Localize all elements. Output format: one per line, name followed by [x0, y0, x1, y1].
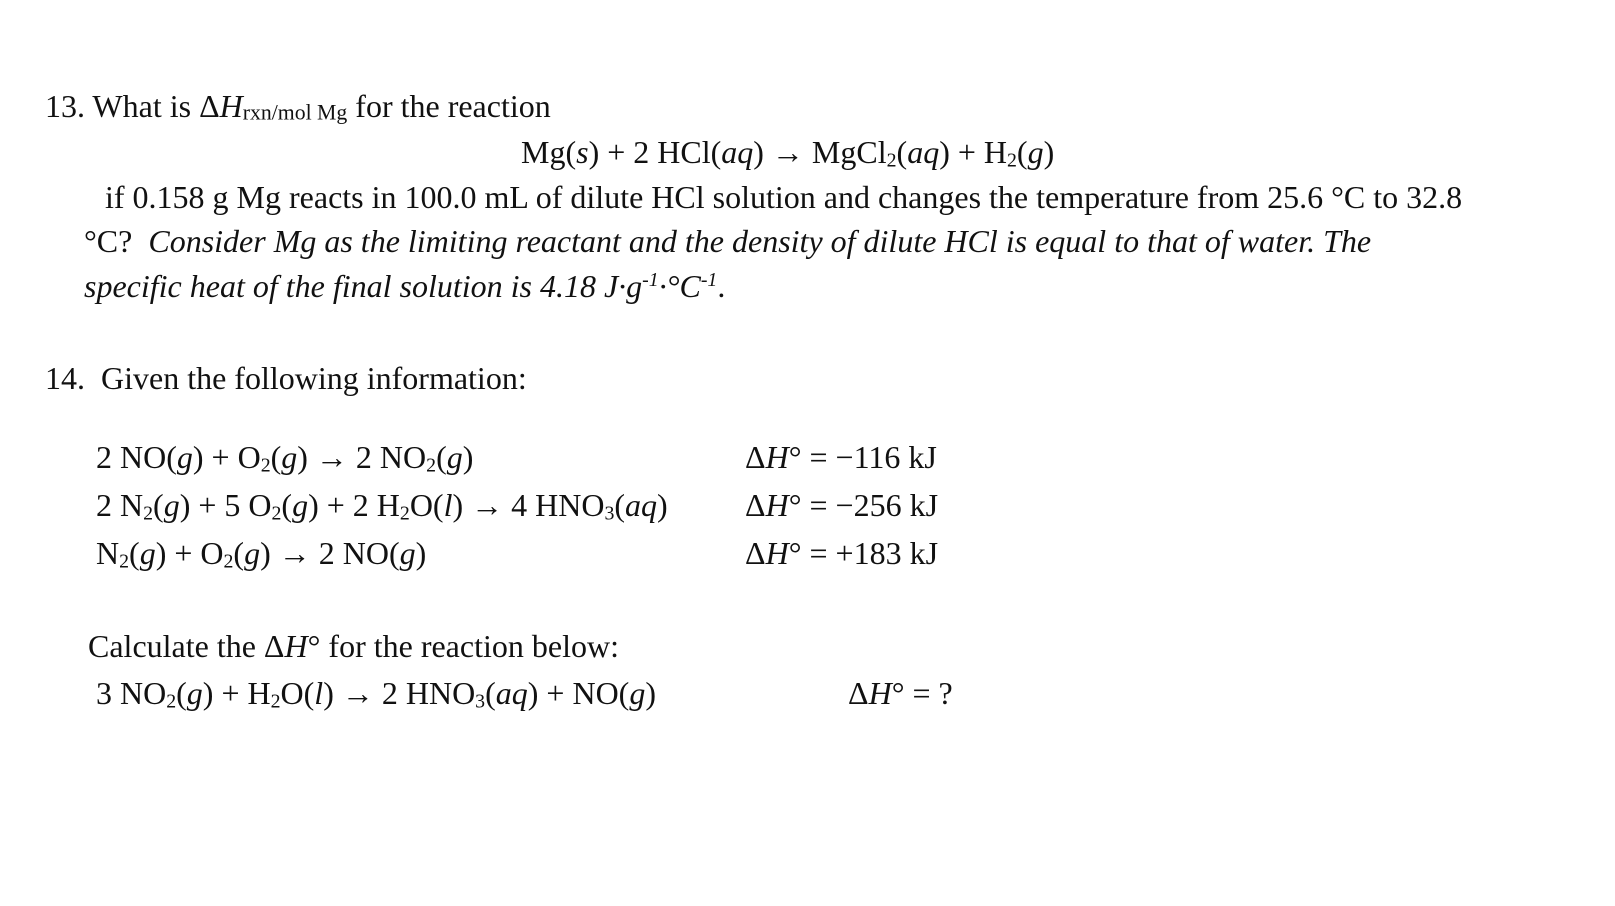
enthalpy-value: ΔH° = +183 kJ: [745, 535, 939, 571]
question-number: 13.: [45, 88, 85, 124]
question-13-body-line: °C? Consider Mg as the limiting reactant and the density of dilute HCl is equal to that of water. The: [84, 223, 1372, 259]
calculate-prompt: Calculate the ΔH° for the reaction below:: [88, 628, 619, 664]
question-14-prompt: [45, 362, 527, 394]
target-reaction: 3 $NO_2(g) + H_2O(l) \to 2$ $HNO_3(aq) + NO(g)$: [96, 675, 656, 713]
prompt-text-end: for the reaction: [355, 88, 551, 124]
prompt-text: Given the following information:: [101, 360, 527, 396]
question-13-body-line: if 0.158 g Mg reacts in 100.0 mL of dilute HCl solution and changes the temperature from 25.6 °C to 32.8: [105, 179, 1463, 215]
enthalpy-value: ΔH° = −256 kJ: [745, 487, 939, 523]
question-13-body-line: specific heat of the final solution is 4.18 $J\cdot g^{-1}\cdot^\circ C^{-1}$.: [84, 268, 726, 304]
prompt-text: What is ΔH: [92, 88, 243, 124]
delta-h-subscript: rxn/mol Mg: [242, 100, 348, 125]
target-enthalpy: ΔH° = ?: [848, 675, 953, 711]
given-reaction: $N_2(g) + O_2(g) \to 2$ NO(g): [96, 535, 427, 573]
enthalpy-value: ΔH° = −116 kJ: [745, 439, 937, 475]
given-reaction: 2 $N_2(g) + 5$ $O_2(g) + 2$ $H_2O(l) \to 4$ $HNO_3(aq)$: [96, 487, 668, 525]
given-reaction: 2 $NO(g) + O_2(g) \to 2$ $NO_2(g)$: [96, 439, 474, 477]
question-number: 14.: [45, 360, 85, 396]
question-13-prompt: [45, 88, 551, 125]
reaction-equation: Mg(s) + 2 HCl(aq) → MgCl$_2$(aq) + $H_2(g)$: [521, 134, 1055, 172]
